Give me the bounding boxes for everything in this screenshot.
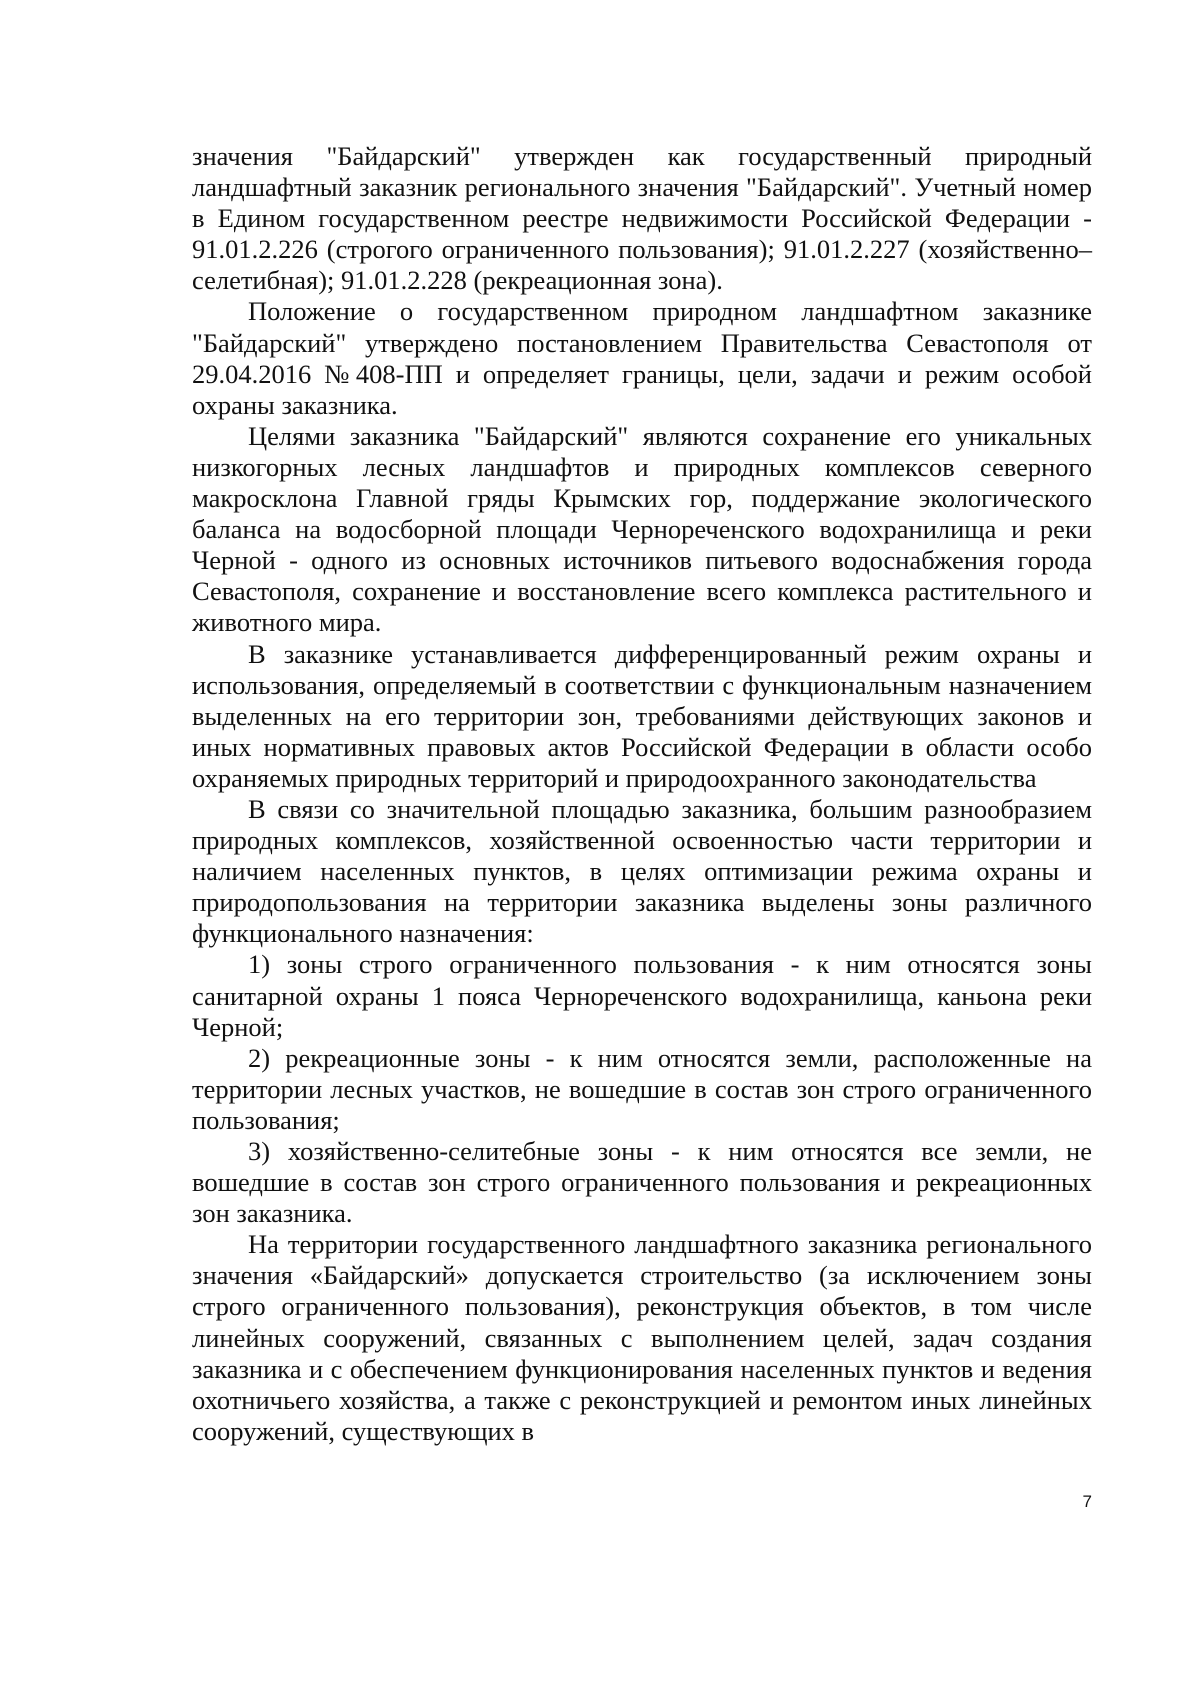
paragraph-zoning-intro: В связи со значительной площадью заказника, большим разнообразием природных комплексов, хозяйственной освоенностью части территории и наличием населенных пунктов, в целях оптимизации режима охраны и природопользования на территории заказника выделены зоны различного функционального назначения: bbox=[192, 793, 1092, 949]
page-number: 7 bbox=[1082, 1492, 1092, 1511]
list-item-strict-zone: 1) зоны строго ограниченного пользования - к ним относятся зоны санитарной охраны 1 пояса Чернореченского водохранилища, каньона реки Черной; bbox=[192, 949, 1092, 1042]
paragraph-protection-regime: В заказнике устанавливается дифференцированный режим охраны и использования, определяемый в соответствии с функциональным назначением выделенных на его территории зон, требованиями действующих законов и иных нормативных правовых актов Российской Федерации в области особо охраняемых природных территорий и природоохранного законодательства bbox=[192, 638, 1092, 793]
paragraph-continuation: значения "Байдарский" утвержден как государственный природный ландшафтный заказник регионального значения "Байдарский". Учетный номер в Едином государственном реестре недвижимости Российской Федерации - 91.01.2.226 (строгого ограниченного пользования); 91.01.2.227 (хозяйственно–селетибная); 91.01.2.228 (рекреационная зона). bbox=[192, 141, 1092, 296]
list-item-recreation-zone: 2) рекреационные зоны - к ним относятся земли, расположенные на территории лесных участков, не вошедшие в состав зон строго ограниченного пользования; bbox=[192, 1042, 1092, 1135]
document-body bbox=[192, 141, 1092, 1447]
paragraph-regulation: Положение о государственном природном ландшафтном заказнике "Байдарский" утверждено постановлением Правительства Севастополя от 29.04.2016 №408-ПП и определяет границы, цели, задачи и режим особой охраны заказника. bbox=[192, 296, 1092, 420]
list-item-residential-zone: 3) хозяйственно-селитебные зоны - к ним относятся все земли, не вошедшие в состав зон строго ограниченного пользования и рекреационных зон заказника. bbox=[192, 1136, 1092, 1229]
paragraph-goals: Целями заказника "Байдарский" являются сохранение его уникальных низкогорных лесных ландшафтов и природных комплексов северного макросклона Главной гряды Крымских гор, поддержание экологического баланса на водосборной площади Чернореченского водохранилища и реки Черной - одного из основных источников питьевого водоснабжения города Севастополя, сохранение и восстановление всего комплекса растительного и животного мира. bbox=[192, 420, 1092, 638]
paragraph-construction: На территории государственного ландшафтного заказника регионального значения «Байдарский» допускается строительство (за исключением зоны строго ограниченного пользования), реконструкция объектов, в том числе линейных сооружений, связанных с выполнением целей, задач создания заказника и с обеспечением функционирования населенных пунктов и ведения охотничьего хозяйства, а также с реконструкцией и ремонтом иных линейных сооружений, существующих в bbox=[192, 1229, 1092, 1446]
